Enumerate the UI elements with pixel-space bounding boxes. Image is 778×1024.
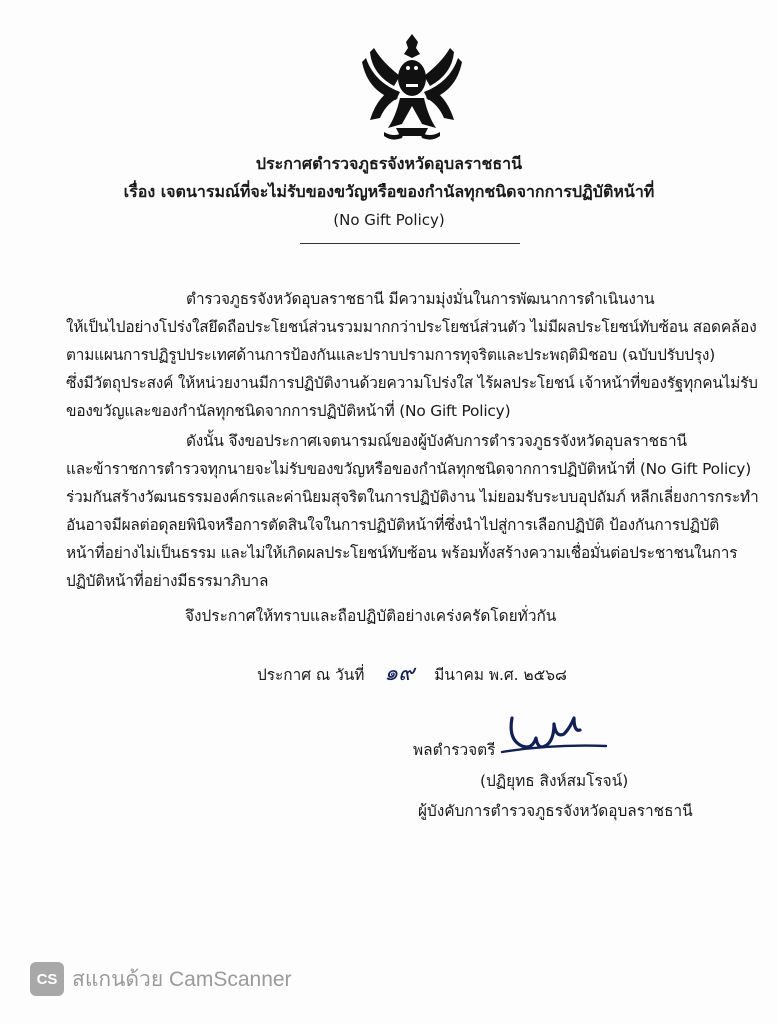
document-subject: เรื่อง เจตนารมณ์ที่จะไม่รับของขวัญหรือของกำนัลทุกชนิดจากการปฏิบัติหน้าที่	[123, 182, 655, 201]
document-policy-name: (No Gift Policy)	[333, 211, 445, 229]
announce-day: ๑๙	[384, 661, 415, 686]
garuda-emblem-icon	[354, 28, 470, 144]
signer-name: (ปฏิยุทธ สิงห์สมโรจน์)	[480, 772, 629, 790]
paragraph-line: ปฏิบัติหน้าที่อย่างมีธรรมาภิบาล	[66, 572, 269, 590]
title-divider	[300, 243, 520, 244]
announcement-date	[257, 660, 567, 689]
camscanner-watermark	[30, 962, 292, 996]
paragraph-line: หน้าที่อย่างไม่เป็นธรรม และไม่ให้เกิดผลประโยชน์ทับซ้อน พร้อมทั้งสร้างความเชื่อมั่นต่อประชาชนในการ	[66, 544, 738, 562]
paragraph-line: ร่วมกันสร้างวัฒนธรรมองค์กรและค่านิยมสุจริตในการปฏิบัติงาน ไม่ยอมรับระบบอุปถัมภ์ หลีกเลี่ยงการกระทำ	[66, 488, 759, 506]
paragraph-line: ซึ่งมีวัตถุประสงค์ ให้หน่วยงานมีการปฏิบัติงานด้วยความโปร่งใส ไร้ผลประโยชน์ เจ้าหน้าที่ของรัฐทุกคนไม่รับ	[66, 374, 758, 392]
paragraph-line: ตำรวจภูธรจังหวัดอุบลราชธานี มีความมุ่งมั่นในการพัฒนาการดำเนินงาน	[186, 290, 655, 308]
announce-month-year: มีนาคม พ.ศ. ๒๕๖๘	[434, 666, 567, 684]
paragraph-line: ให้เป็นไปอย่างโปร่งใสยึดถือประโยชน์ส่วนรวมมากกว่าประโยชน์ส่วนตัว ไม่มีผลประโยชน์ทับซ้อน สอดคล้อง	[66, 318, 757, 336]
watermark-text: สแกนด้วย CamScanner	[72, 967, 292, 991]
signer-position: ผู้บังคับการตำรวจภูธรจังหวัดอุบลราชธานี	[418, 802, 693, 820]
paragraph-line: ดังนั้น จึงขอประกาศเจตนารมณ์ของผู้บังคับการตำรวจภูธรจังหวัดอุบลราชธานี	[186, 432, 687, 450]
paragraph-2	[66, 427, 759, 595]
announce-prefix: ประกาศ ณ วันที่	[257, 666, 365, 684]
paragraph-line: ตามแผนการปฏิรูปประเทศด้านการป้องกันและปราบปรามการทุจริตและประพฤติมิชอบ (ฉบับปรับปรุง)	[66, 346, 716, 364]
handwritten-signature	[498, 700, 608, 760]
document-title: ประกาศตำรวจภูธรจังหวัดอุบลราชธานี	[255, 154, 523, 173]
paragraph-line: ของขวัญและของกำนัลทุกชนิดจากการปฏิบัติหน้าที่ (No Gift Policy)	[66, 402, 511, 420]
closing-statement: จึงประกาศให้ทราบและถือปฏิบัติอย่างเคร่งครัดโดยทั่วกัน	[185, 607, 557, 625]
paragraph-line: และข้าราชการตำรวจทุกนายจะไม่รับของขวัญหรือของกำนัลทุกชนิดจากการปฏิบัติหน้าที่ (No Gift Policy)	[66, 460, 752, 478]
paragraph-line: อันอาจมีผลต่อดุลยพินิจหรือการตัดสินใจในการปฏิบัติหน้าที่ซึ่งนำไปสู่การเลือกปฏิบัติ ป้องกันการปฏิบัติ	[66, 516, 720, 534]
signer-rank: พลตำรวจตรี	[413, 741, 496, 759]
paragraph-1	[66, 285, 758, 425]
camscanner-logo-icon: CS	[30, 962, 64, 996]
